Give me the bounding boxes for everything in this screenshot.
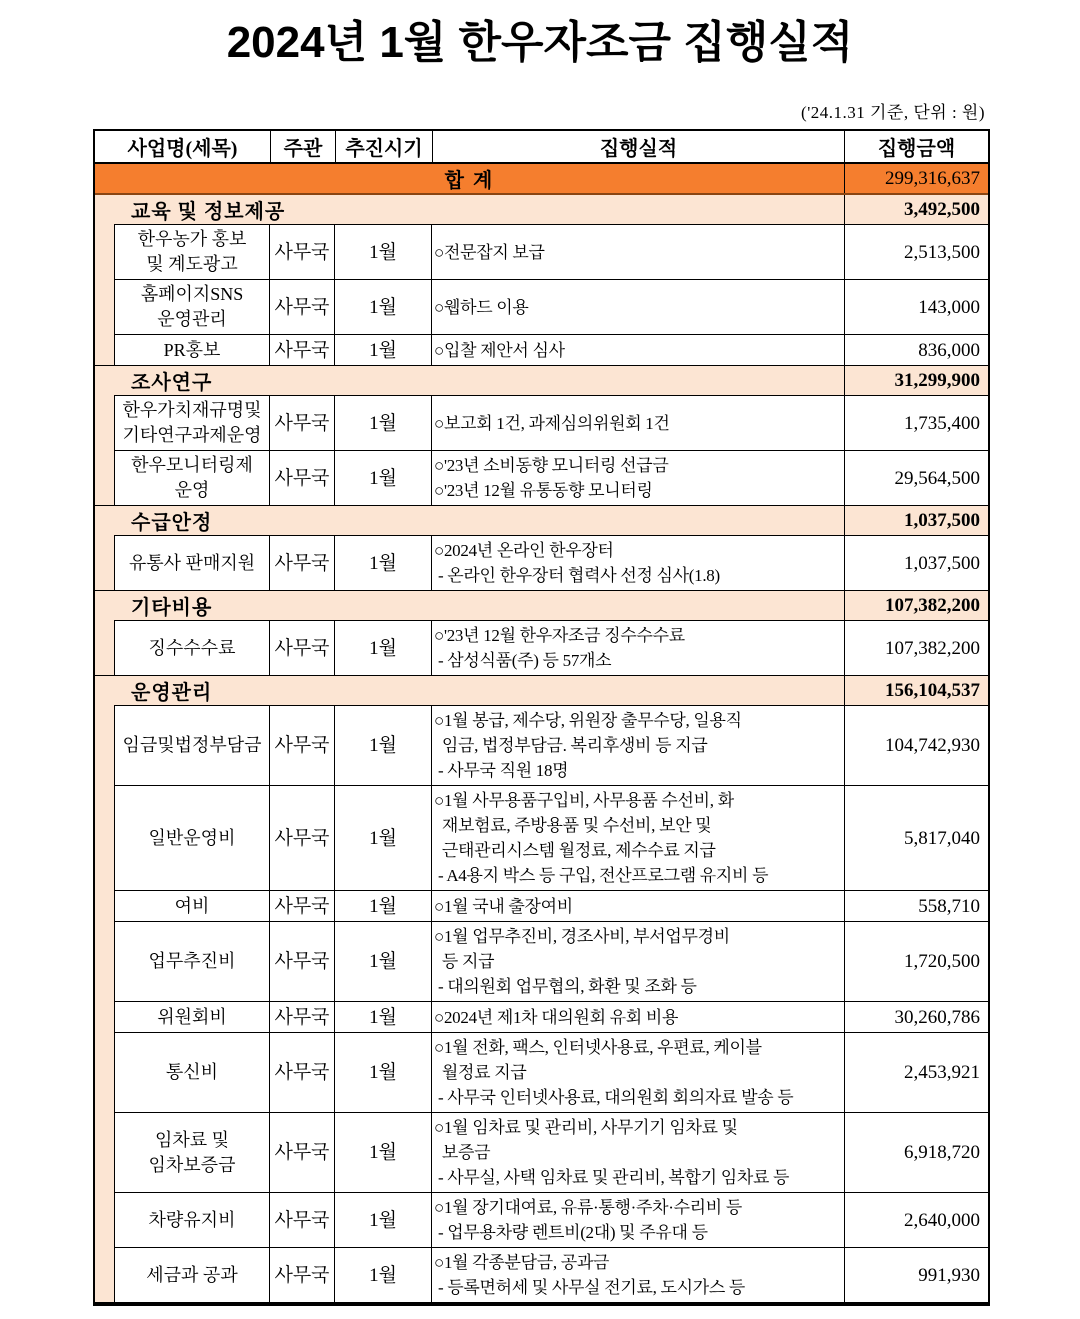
section-amount: 31,299,900 <box>844 366 988 395</box>
execution-detail-line: - 업무용차량 렌트비(2대) 및 주유대 등 <box>434 1223 708 1242</box>
organizer-cell: 사무국 <box>269 621 334 675</box>
business-name-cell <box>115 621 269 675</box>
section-header-row <box>95 195 988 224</box>
execution-detail-line: 재보험료, 주방용품 및 수선비, 보안 및 <box>434 816 712 835</box>
business-name-line: 한우모니터링제 <box>131 455 253 475</box>
execution-detail-line: ○입찰 제안서 심사 <box>434 340 565 360</box>
business-name-cell <box>115 225 269 279</box>
business-name-cell <box>115 922 269 1001</box>
execution-detail-line: - 삼성식품(주) 등 57개소 <box>434 651 612 670</box>
business-name-line: 업무추진비 <box>148 951 236 971</box>
execution-detail-line: 월정료 지급 <box>434 1063 527 1082</box>
section-body <box>95 620 988 675</box>
section-indent-strip <box>95 395 115 505</box>
table-row <box>115 536 988 590</box>
amount-cell: 836,000 <box>844 335 988 365</box>
section-amount: 107,382,200 <box>844 591 988 620</box>
section-body <box>95 705 988 1302</box>
execution-detail-cell <box>431 396 844 450</box>
organizer-cell: 사무국 <box>269 396 334 450</box>
execution-detail-line: 근태관리시스템 월정료, 제수수료 지급 <box>434 841 716 860</box>
table-row <box>115 1032 988 1112</box>
period-cell: 1월 <box>334 280 431 334</box>
business-name-line: 한우가치재규명및 <box>122 400 262 420</box>
execution-detail-line: ○'23년 12월 한우자조금 징수수수료 <box>434 626 685 645</box>
table-section <box>95 195 988 365</box>
section-amount: 1,037,500 <box>844 506 988 535</box>
organizer-cell: 사무국 <box>269 1193 334 1247</box>
execution-detail-line: 보증금 <box>434 1143 491 1162</box>
execution-detail-line: - 사무국 직원 18명 <box>434 761 569 780</box>
table-row <box>115 890 988 921</box>
amount-cell: 107,382,200 <box>844 621 988 675</box>
business-name-line: 및 계도광고 <box>146 254 238 274</box>
business-name-line: 위원회비 <box>157 1006 227 1027</box>
period-cell: 1월 <box>334 621 431 675</box>
section-indent-strip <box>95 224 115 365</box>
column-header: 추진시기 <box>335 131 432 162</box>
period-cell: 1월 <box>334 922 431 1001</box>
table-row <box>115 450 988 505</box>
execution-detail-line: ○1월 임차료 및 관리비, 사무기기 임차료 및 <box>434 1118 738 1137</box>
execution-detail-line: ○웹하드 이용 <box>434 297 529 317</box>
amount-cell: 30,260,786 <box>844 1002 988 1032</box>
business-name-cell <box>115 1033 269 1112</box>
organizer-cell: 사무국 <box>269 536 334 590</box>
execution-detail-cell <box>431 786 844 890</box>
amount-cell: 2,513,500 <box>844 225 988 279</box>
business-name-line: 일반운영비 <box>148 827 236 848</box>
period-cell: 1월 <box>334 1193 431 1247</box>
table-row <box>115 1192 988 1247</box>
execution-detail-line: ○2024년 제1차 대의원회 유회 비용 <box>434 1007 679 1027</box>
business-name-line: 임차보증금 <box>148 1154 236 1175</box>
table-header-row <box>95 131 988 164</box>
total-amount: 299,316,637 <box>844 164 988 193</box>
period-cell: 1월 <box>334 1002 431 1032</box>
business-name-cell <box>115 891 269 921</box>
execution-detail-cell <box>431 891 844 921</box>
execution-detail-cell <box>431 225 844 279</box>
table-row <box>115 921 988 1001</box>
business-name-cell <box>115 335 269 365</box>
amount-cell: 5,817,040 <box>844 786 988 890</box>
execution-detail-cell <box>431 706 844 785</box>
period-cell: 1월 <box>334 1113 431 1192</box>
total-row <box>95 164 988 195</box>
business-name-line: 한우농가 홍보 <box>137 229 247 249</box>
business-name-cell <box>115 1002 269 1032</box>
organizer-cell: 사무국 <box>269 1033 334 1112</box>
section-rows <box>115 224 988 365</box>
business-name-line: 여비 <box>174 895 210 916</box>
business-name-line: 통신비 <box>165 1062 219 1082</box>
execution-detail-line: - 사무실, 사택 임차료 및 관리비, 복합기 임차료 등 <box>434 1168 790 1187</box>
organizer-cell: 사무국 <box>269 891 334 921</box>
business-name-line: 세금과 공과 <box>146 1264 238 1285</box>
section-header-row <box>95 676 988 705</box>
organizer-cell: 사무국 <box>269 1002 334 1032</box>
execution-detail-line: ○1월 봉급, 제수당, 위원장 출무수당, 일용직 <box>434 711 742 730</box>
table-row <box>115 621 988 675</box>
table-section <box>95 365 988 505</box>
execution-detail-line: ○전문잡지 보급 <box>434 242 545 262</box>
execution-detail-line: - 등록면허세 및 사무실 전기료, 도시가스 등 <box>434 1278 746 1297</box>
business-name-cell <box>115 1113 269 1192</box>
section-header-row <box>95 506 988 535</box>
execution-detail-cell <box>431 621 844 675</box>
total-label: 합 계 <box>444 170 495 192</box>
section-rows <box>115 535 988 590</box>
amount-cell: 6,918,720 <box>844 1113 988 1192</box>
execution-detail-line: ○'23년 소비동향 모니터링 선급금 <box>434 456 669 475</box>
business-name-cell <box>115 396 269 450</box>
section-indent-strip <box>95 620 115 675</box>
execution-detail-cell <box>431 1193 844 1247</box>
section-rows <box>115 395 988 505</box>
execution-detail-line: ○1월 업무추진비, 경조사비, 부서업무경비 <box>434 927 730 946</box>
section-name: 운영관리 <box>131 682 213 704</box>
section-name: 수급안정 <box>131 512 213 534</box>
execution-detail-line: ○1월 전화, 팩스, 인터넷사용료, 우편료, 케이블 <box>434 1038 762 1057</box>
section-body <box>95 395 988 505</box>
table-row <box>115 706 988 785</box>
section-name: 교육 및 정보제공 <box>131 201 286 223</box>
business-name-cell <box>115 451 269 505</box>
amount-cell: 991,930 <box>844 1248 988 1302</box>
section-amount: 3,492,500 <box>844 195 988 224</box>
period-cell: 1월 <box>334 335 431 365</box>
table-row <box>115 334 988 365</box>
period-cell: 1월 <box>334 536 431 590</box>
organizer-cell: 사무국 <box>269 706 334 785</box>
amount-cell: 558,710 <box>844 891 988 921</box>
document-page <box>0 6 1080 1319</box>
section-rows <box>115 705 988 1302</box>
basis-unit-note: ('24.1.31 기준, 단위 : 원) <box>801 103 985 122</box>
execution-table <box>93 129 990 1306</box>
business-name-cell <box>115 536 269 590</box>
table-row <box>115 279 988 334</box>
table-row <box>115 785 988 890</box>
execution-detail-line: ○2024년 온라인 한우장터 <box>434 541 614 560</box>
amount-cell: 2,453,921 <box>844 1033 988 1112</box>
amount-cell: 104,742,930 <box>844 706 988 785</box>
period-cell: 1월 <box>334 1248 431 1302</box>
organizer-cell: 사무국 <box>269 922 334 1001</box>
execution-detail-line: ○1월 국내 출장여비 <box>434 896 573 916</box>
organizer-cell: 사무국 <box>269 1248 334 1302</box>
section-body <box>95 224 988 365</box>
table-row <box>115 1247 988 1302</box>
execution-detail-line: ○1월 장기대여료, 유류·통행·주차·수리비 등 <box>434 1198 743 1217</box>
section-name: 기타비용 <box>131 597 213 619</box>
amount-cell: 29,564,500 <box>844 451 988 505</box>
period-cell: 1월 <box>334 1033 431 1112</box>
business-name-line: 홈페이지SNS <box>140 284 244 304</box>
business-name-cell <box>115 280 269 334</box>
organizer-cell: 사무국 <box>269 1113 334 1192</box>
business-name-line: 기타연구과제운영 <box>122 425 262 445</box>
amount-cell: 143,000 <box>844 280 988 334</box>
execution-detail-cell <box>431 1002 844 1032</box>
execution-detail-line: - 사무국 인터넷사용료, 대의원회 회의자료 발송 등 <box>434 1088 794 1107</box>
amount-cell: 1,735,400 <box>844 396 988 450</box>
execution-detail-cell <box>431 536 844 590</box>
section-rows <box>115 620 988 675</box>
business-name-cell <box>115 786 269 890</box>
business-name-line: 운영 <box>174 480 210 500</box>
business-name-line: 운영관리 <box>157 309 227 329</box>
table-row <box>115 1112 988 1192</box>
section-header-row <box>95 591 988 620</box>
execution-detail-cell <box>431 280 844 334</box>
period-cell: 1월 <box>334 891 431 921</box>
organizer-cell: 사무국 <box>269 335 334 365</box>
execution-detail-cell <box>431 335 844 365</box>
execution-detail-line: ○1월 각종분담금, 공과금 <box>434 1253 610 1272</box>
period-cell: 1월 <box>334 396 431 450</box>
organizer-cell: 사무국 <box>269 280 334 334</box>
amount-cell: 1,037,500 <box>844 536 988 590</box>
table-section <box>95 505 988 590</box>
table-row <box>115 225 988 279</box>
execution-detail-line: ○보고회 1건, 과제심의위원회 1건 <box>434 413 670 433</box>
section-amount: 156,104,537 <box>844 676 988 705</box>
execution-detail-line: - 대의원회 업무협의, 화환 및 조화 등 <box>434 977 697 996</box>
execution-detail-cell <box>431 922 844 1001</box>
section-header-row <box>95 366 988 395</box>
section-body <box>95 535 988 590</box>
execution-detail-line: 임금, 법정부담금. 복리후생비 등 지급 <box>434 736 708 755</box>
table-section <box>95 675 988 1302</box>
business-name-line: 차량유지비 <box>148 1209 236 1230</box>
table-section <box>95 590 988 675</box>
execution-detail-line: ○1월 사무용품구입비, 사무용품 수선비, 화 <box>434 791 734 810</box>
table-row <box>115 1001 988 1032</box>
business-name-cell <box>115 1193 269 1247</box>
execution-detail-cell <box>431 1248 844 1302</box>
business-name-line: 징수수수료 <box>148 637 236 658</box>
column-header: 집행금액 <box>844 131 988 162</box>
execution-detail-cell <box>431 1113 844 1192</box>
column-header: 집행실적 <box>432 131 844 162</box>
amount-cell: 2,640,000 <box>844 1193 988 1247</box>
organizer-cell: 사무국 <box>269 786 334 890</box>
section-indent-strip <box>95 705 115 1302</box>
business-name-cell <box>115 706 269 785</box>
business-name-line: 임차료 및 <box>154 1129 230 1150</box>
table-row <box>115 396 988 450</box>
execution-detail-line: - A4용지 박스 등 구입, 전산프로그램 유지비 등 <box>434 866 769 885</box>
organizer-cell: 사무국 <box>269 451 334 505</box>
execution-detail-cell <box>431 451 844 505</box>
section-name: 조사연구 <box>131 372 213 394</box>
page-title: 2024년 1월 한우자조금 집행실적 <box>226 18 854 67</box>
period-cell: 1월 <box>334 786 431 890</box>
execution-detail-line: - 온라인 한우장터 협력사 선정 심사(1.8) <box>434 566 720 585</box>
execution-detail-line: ○'23년 12월 유통동향 모니터링 <box>434 481 653 500</box>
column-header: 주관 <box>270 131 335 162</box>
section-indent-strip <box>95 535 115 590</box>
business-name-cell <box>115 1248 269 1302</box>
amount-cell: 1,720,500 <box>844 922 988 1001</box>
business-name-line: 임금및법정부담금 <box>122 735 262 755</box>
business-name-line: PR홍보 <box>163 339 221 360</box>
business-name-line: 유통사 판매지원 <box>128 552 256 573</box>
period-cell: 1월 <box>334 225 431 279</box>
column-header: 사업명(세목) <box>127 138 238 160</box>
execution-detail-line: 등 지급 <box>434 952 495 971</box>
organizer-cell: 사무국 <box>269 225 334 279</box>
execution-detail-cell <box>431 1033 844 1112</box>
period-cell: 1월 <box>334 706 431 785</box>
period-cell: 1월 <box>334 451 431 505</box>
